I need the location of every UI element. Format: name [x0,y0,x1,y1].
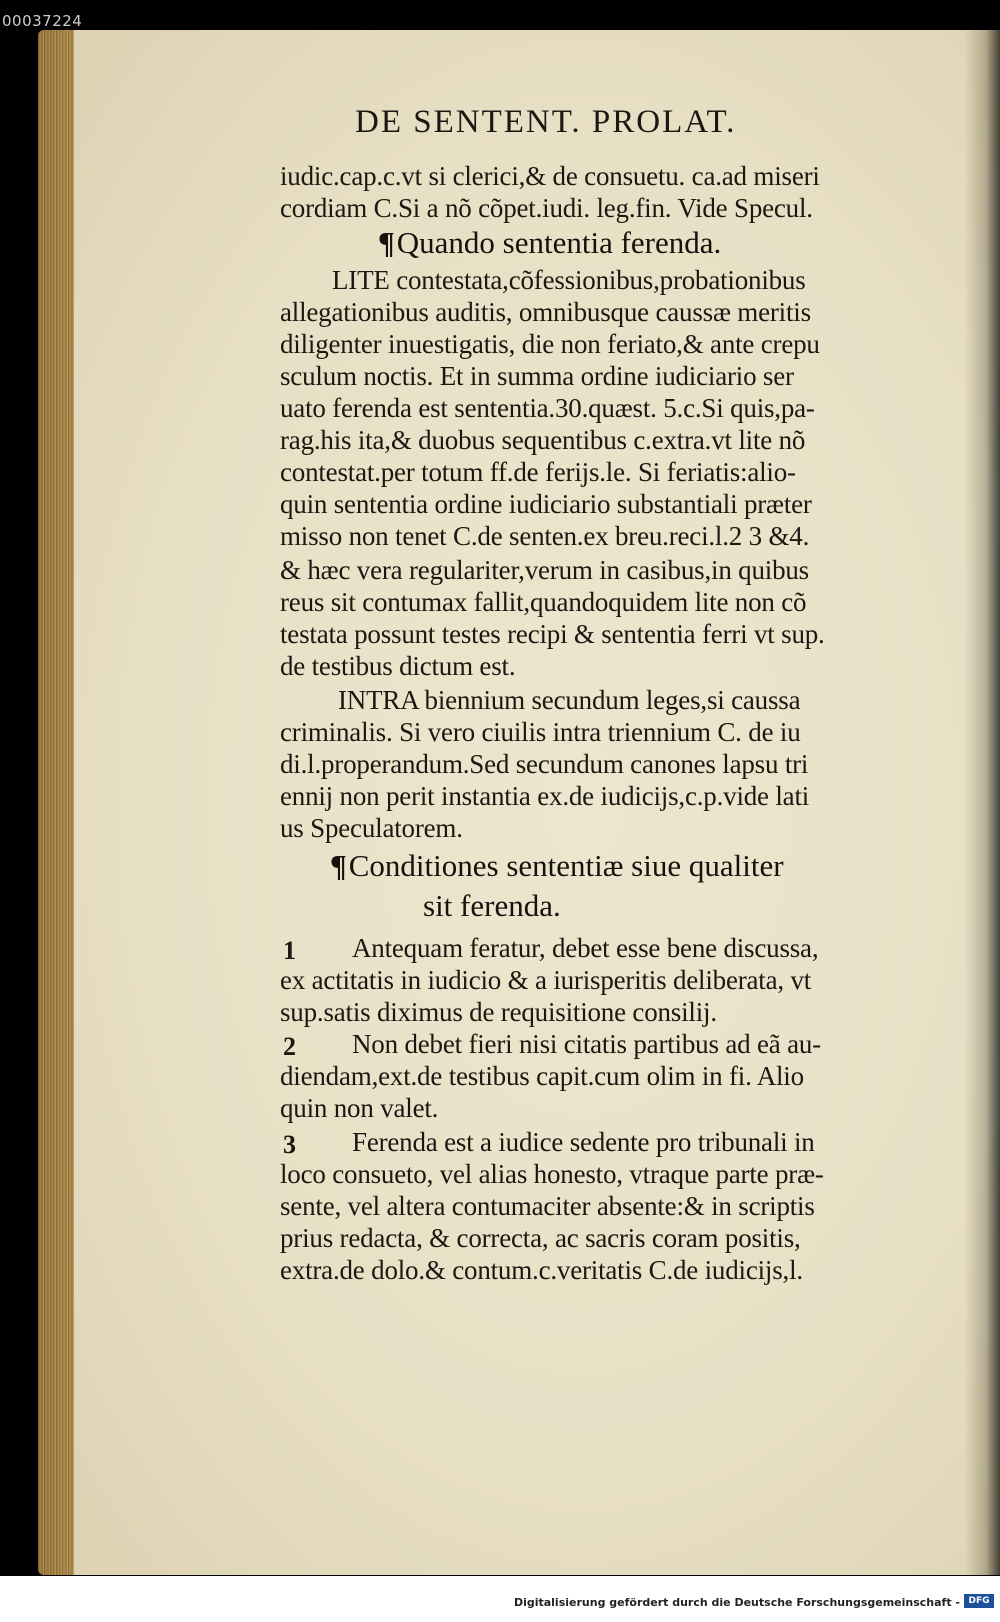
item-number: 1 [283,936,296,965]
section-heading-text: Quando sententia ferenda. [396,225,722,260]
text-line: diendam,ext.de testibus capit.cum olim in fi. Alio [280,1061,804,1091]
running-head: DE SENTENT. PROLAT. [355,104,737,140]
text-line: rag.his ita,& duobus sequentibus c.extra.vt lite nõ [280,425,806,455]
page-gutter-shadow [964,30,1000,1575]
text-line: ex actitatis in iudicio & a iurisperitis deliberata, vt [280,965,812,995]
text-line: Non debet fieri nisi citatis partibus ad eã au- [352,1029,821,1059]
text-line: uato ferenda est sententia.30.quæst. 5.c.Si quis,pa- [280,393,815,423]
text-line: LITE contestata,cõfessionibus,probationibus [332,265,806,295]
funding-credit: Digitalisierung gefördert durch die Deutsche Forschungsgemeinschaft - [513,1596,960,1609]
section-heading [378,225,721,261]
pilcrow-mark: ¶ [378,225,395,260]
text-line: reus sit contumax fallit,quandoquidem lite non cõ [280,587,807,617]
text-line: sculum noctis. Et in summa ordine iudiciario ser [280,361,794,391]
text-line: misso non tenet C.de senten.ex breu.reci.l.2 3 &4. [280,521,810,551]
text-line: quin sententia ordine iudiciario substantiali præter [280,489,812,519]
text-line: Ferenda est a iudice sedente pro tribunali in [352,1127,815,1157]
scan-id-label: 00037224 [2,12,83,30]
text-line: contestat.per totum ff.de ferijs.le. Si feriatis:alio- [280,457,796,487]
text-line: & hæc vera regulariter,verum in casibus,in quibus [280,555,809,585]
text-line: extra.de dolo.& contum.c.veritatis C.de iudicijs,l. [280,1255,803,1285]
section-heading [330,848,784,884]
item-number: 2 [283,1032,296,1061]
text-line: us Speculatorem. [280,813,463,843]
text-line: quin non valet. [280,1093,439,1123]
text-line: Antequam feratur, debet esse bene discussa, [352,933,819,963]
text-line: de testibus dictum est. [280,651,516,681]
text-line: di.l.properandum.Sed secundum canones lapsu tri [280,749,809,779]
text-line: cordiam C.Si a nõ cõpet.iudi. leg.fin. Vide Specul. [280,193,813,223]
text-line: criminalis. Si vero ciuilis intra triennium C. de iu [280,717,801,747]
text-line: sente, vel altera contumaciter absente:& in scriptis [280,1191,815,1221]
text-line: INTRA biennium secundum leges,si caussa [338,685,801,715]
section-heading-text: Conditiones sententiæ siue qualiter [348,848,784,883]
text-line: loco consueto, vel alias honesto, vtraque parte præ- [280,1159,824,1189]
text-line: prius redacta, & correcta, ac sacris coram positis, [280,1223,801,1253]
dfg-logo: DFG [964,1594,994,1608]
text-line: testata possunt testes recipi & sententia ferri vt sup. [280,619,825,649]
text-line: iudic.cap.c.vt si clerici,& de consuetu. ca.ad miseri [280,161,820,191]
item-number: 3 [283,1130,296,1159]
text-line: diligenter inuestigatis, die non feriato,& ante crepu [280,329,820,359]
text-line: allegationibus auditis, omnibusque caussæ meritis [280,297,811,327]
pilcrow-mark: ¶ [330,848,347,883]
page-edges [38,30,74,1575]
section-heading-continued: sit ferenda. [423,888,561,923]
text-line: sup.satis diximus de requisitione consilij. [280,997,717,1027]
digitization-footer [0,1576,1000,1622]
text-line: ennij non perit instantia ex.de iudicijs,c.p.vide lati [280,781,810,811]
